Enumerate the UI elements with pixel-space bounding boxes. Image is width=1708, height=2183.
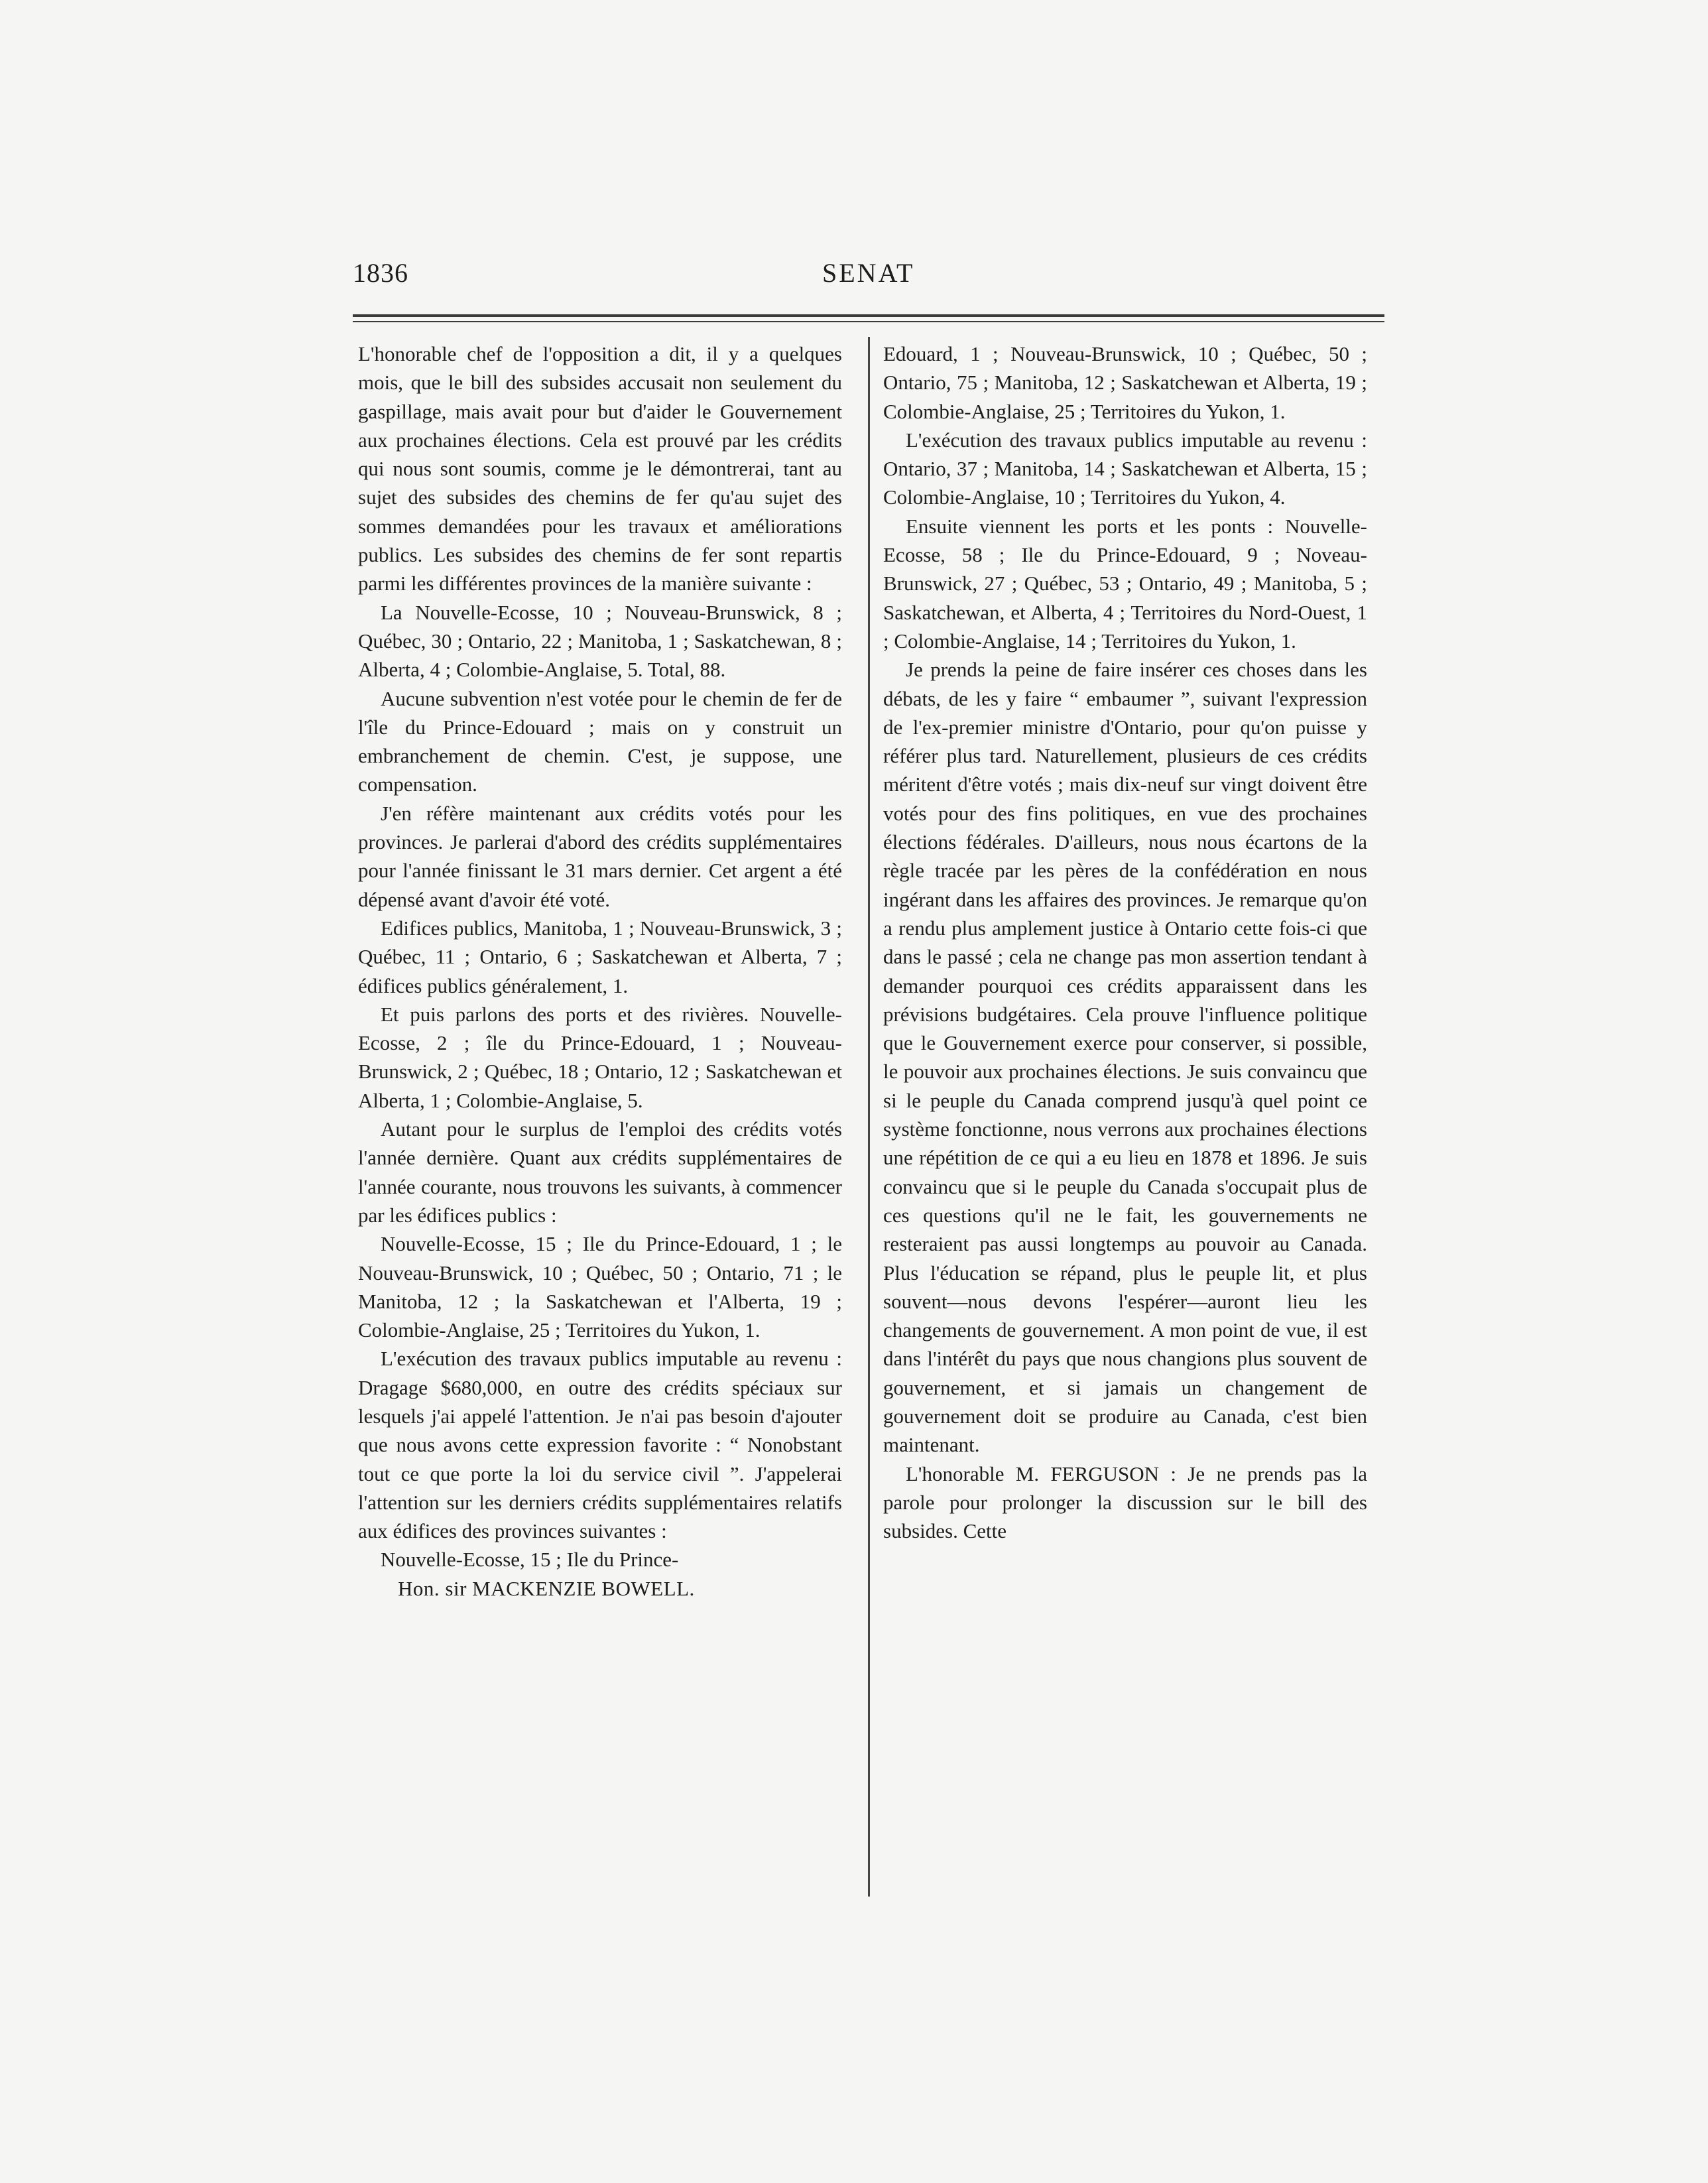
paragraph: L'honorable M. FERGUSON : Je ne prends pas la parole pour prolonger la discussion sur le bill des subsides. Cette <box>883 1462 1367 1543</box>
right-column <box>883 340 1367 1545</box>
paragraph: Nouvelle-Ecosse, 15 ; Ile du Prince- <box>381 1548 679 1572</box>
paragraph: Je prends la peine de faire insérer ces choses dans les débats, de les y faire “ embaumer ”, suivant l'expression de l'ex-premier ministre d'Ontario, pour qu'on puisse y référer plus tard. Naturellement, plusieurs de ces crédits méritent d'être votés ; mais dix-neuf sur vingt doivent être votés pour des fins politiques, en vue des prochaines élections fédérales. D'ailleurs, nous nous écartons de la règle tracée par les pères de la confédération en nous ingérant dans les affaires des provinces. Je remarque qu'on a rendu plus amplement justice à Ontario cette fois-ci que dans le passé ; cela ne change pas mon assertion tendant à demander pourquoi ces crédits apparaissent dans les prévisions budgétaires. Cela prouve l'influence politique que le Gouvernement exerce pour conserver, si possible, le pouvoir aux prochaines élections. Je suis convaincu que si le peuple du Canada comprend jusqu'à quel point ce système fonctionne, nous verrons aux prochaines élections une répétition de ce qui a eu lieu en 1878 et 1896. Je suis convaincu que si le peuple du Canada s'occupait plus de ces questions qu'il ne le fait, les gouvernements ne resteraient pas aussi longtemps au pouvoir au Canada. Plus l'éducation se répand, plus le peuple lit, et plus souvent—nous devons l'espérer—auront lieu les changements de gouvernement. A mon point de vue, il est dans l'intérêt du pays que nous changions plus souvent de gouvernement, et si jamais un changement de gouvernement doit se produire au Canada, c'est bien maintenant. <box>883 658 1367 1457</box>
paragraph: Edouard, 1 ; Nouveau-Brunswick, 10 ; Québec, 50 ; Ontario, 75 ; Manitoba, 12 ; Saskatchewan et Alberta, 19 ; Colombie-Anglaise, 25 ; Territoires du Yukon, 1. <box>883 342 1367 423</box>
speaker-signature: Hon. sir MACKENZIE BOWELL. <box>398 1576 695 1600</box>
paragraph: Nouvelle-Ecosse, 15 ; Ile du Prince-Edouard, 1 ; le Nouveau-Brunswick, 10 ; Québec, 50 ; Ontario, 71 ; le Manitoba, 12 ; la Saskatchewan et l'Alberta, 19 ; Colombie-Anglaise, 25 ; Territoires du Yukon, 1. <box>358 1232 842 1342</box>
paragraph: Edifices publics, Manitoba, 1 ; Nouveau-Brunswick, 3 ; Québec, 11 ; Ontario, 6 ; Saskatchewan et Alberta, 7 ; édifices publics généralement, 1. <box>358 916 842 997</box>
paragraph: L'honorable chef de l'opposition a dit, il y a quelques mois, que le bill des subsides accusait non seulement du gaspillage, mais avait pour but d'aider le Gouvernement aux prochaines élections. Cela est prouvé par les crédits qui nous sont soumis, comme je le démontrerai, tant au sujet des subsides des chemins de fer qu'au sujet des sommes demandées pour les travaux et améliorations publics. Les subsides des chemins de fer sont repartis parmi les différentes provinces de la manière suivante : <box>358 342 842 595</box>
header-rule-bottom <box>353 321 1384 322</box>
paragraph: J'en réfère maintenant aux crédits votés pour les provinces. Je parlerai d'abord des crédits supplémentaires pour l'année finissant le 31 mars dernier. Cet argent a été dépensé avant d'avoir été voté. <box>358 801 842 911</box>
paragraph: Aucune subvention n'est votée pour le chemin de fer de l'île du Prince-Edouard ; mais on y construit un embranchement de chemin. C'est, je suppose, une compensation. <box>358 686 842 796</box>
paragraph: Et puis parlons des ports et des rivières. Nouvelle-Ecosse, 2 ; île du Prince-Edouard, 1 ; Nouveau-Brunswick, 2 ; Québec, 18 ; Ontario, 12 ; Saskatchewan et Alberta, 1 ; Colombie-Anglaise, 5. <box>358 1002 842 1112</box>
left-column <box>358 340 842 1603</box>
header-rule-top <box>353 314 1384 317</box>
column-divider <box>868 337 870 1897</box>
paragraph: L'exécution des travaux publics imputable au revenu : Dragage $680,000, en outre des crédits spéciaux sur lesquels j'ai appelé l'attention. Je n'ai pas besoin d'ajouter que nous avons cette expression favorite : “ Nonobstant tout ce que porte la loi du service civil ”. J'appelerai l'attention sur les derniers crédits supplémentaires relatifs aux édifices des provinces suivantes : <box>358 1347 842 1543</box>
paragraph: Autant pour le surplus de l'emploi des crédits votés l'année dernière. Quant aux crédits supplémentaires de l'année courante, nous trouvons les suivants, à commencer par les édifices publics : <box>358 1117 842 1227</box>
paragraph: Ensuite viennent les ports et les ponts : Nouvelle-Ecosse, 58 ; Ile du Prince-Edouard, 9 ; Noveau-Brunswick, 27 ; Québec, 53 ; Ontario, 49 ; Manitoba, 5 ; Saskatchewan, et Alberta, 4 ; Territoires du Nord-Ouest, 1 ; Colombie-Anglaise, 14 ; Territoires du Yukon, 1. <box>883 514 1367 653</box>
paragraph: La Nouvelle-Ecosse, 10 ; Nouveau-Brunswick, 8 ; Québec, 30 ; Ontario, 22 ; Manitoba, 1 ; Saskatchewan, 8 ; Alberta, 4 ; Colombie-Anglaise, 5. Total, 88. <box>358 600 842 682</box>
page-number: 1836 <box>353 258 408 288</box>
paragraph: L'exécution des travaux publics imputable au revenu : Ontario, 37 ; Manitoba, 14 ; Saskatchewan et Alberta, 15 ; Colombie-Anglaise, 10 ; Territoires du Yukon, 4. <box>883 428 1367 509</box>
running-head: SENAT <box>822 258 915 288</box>
